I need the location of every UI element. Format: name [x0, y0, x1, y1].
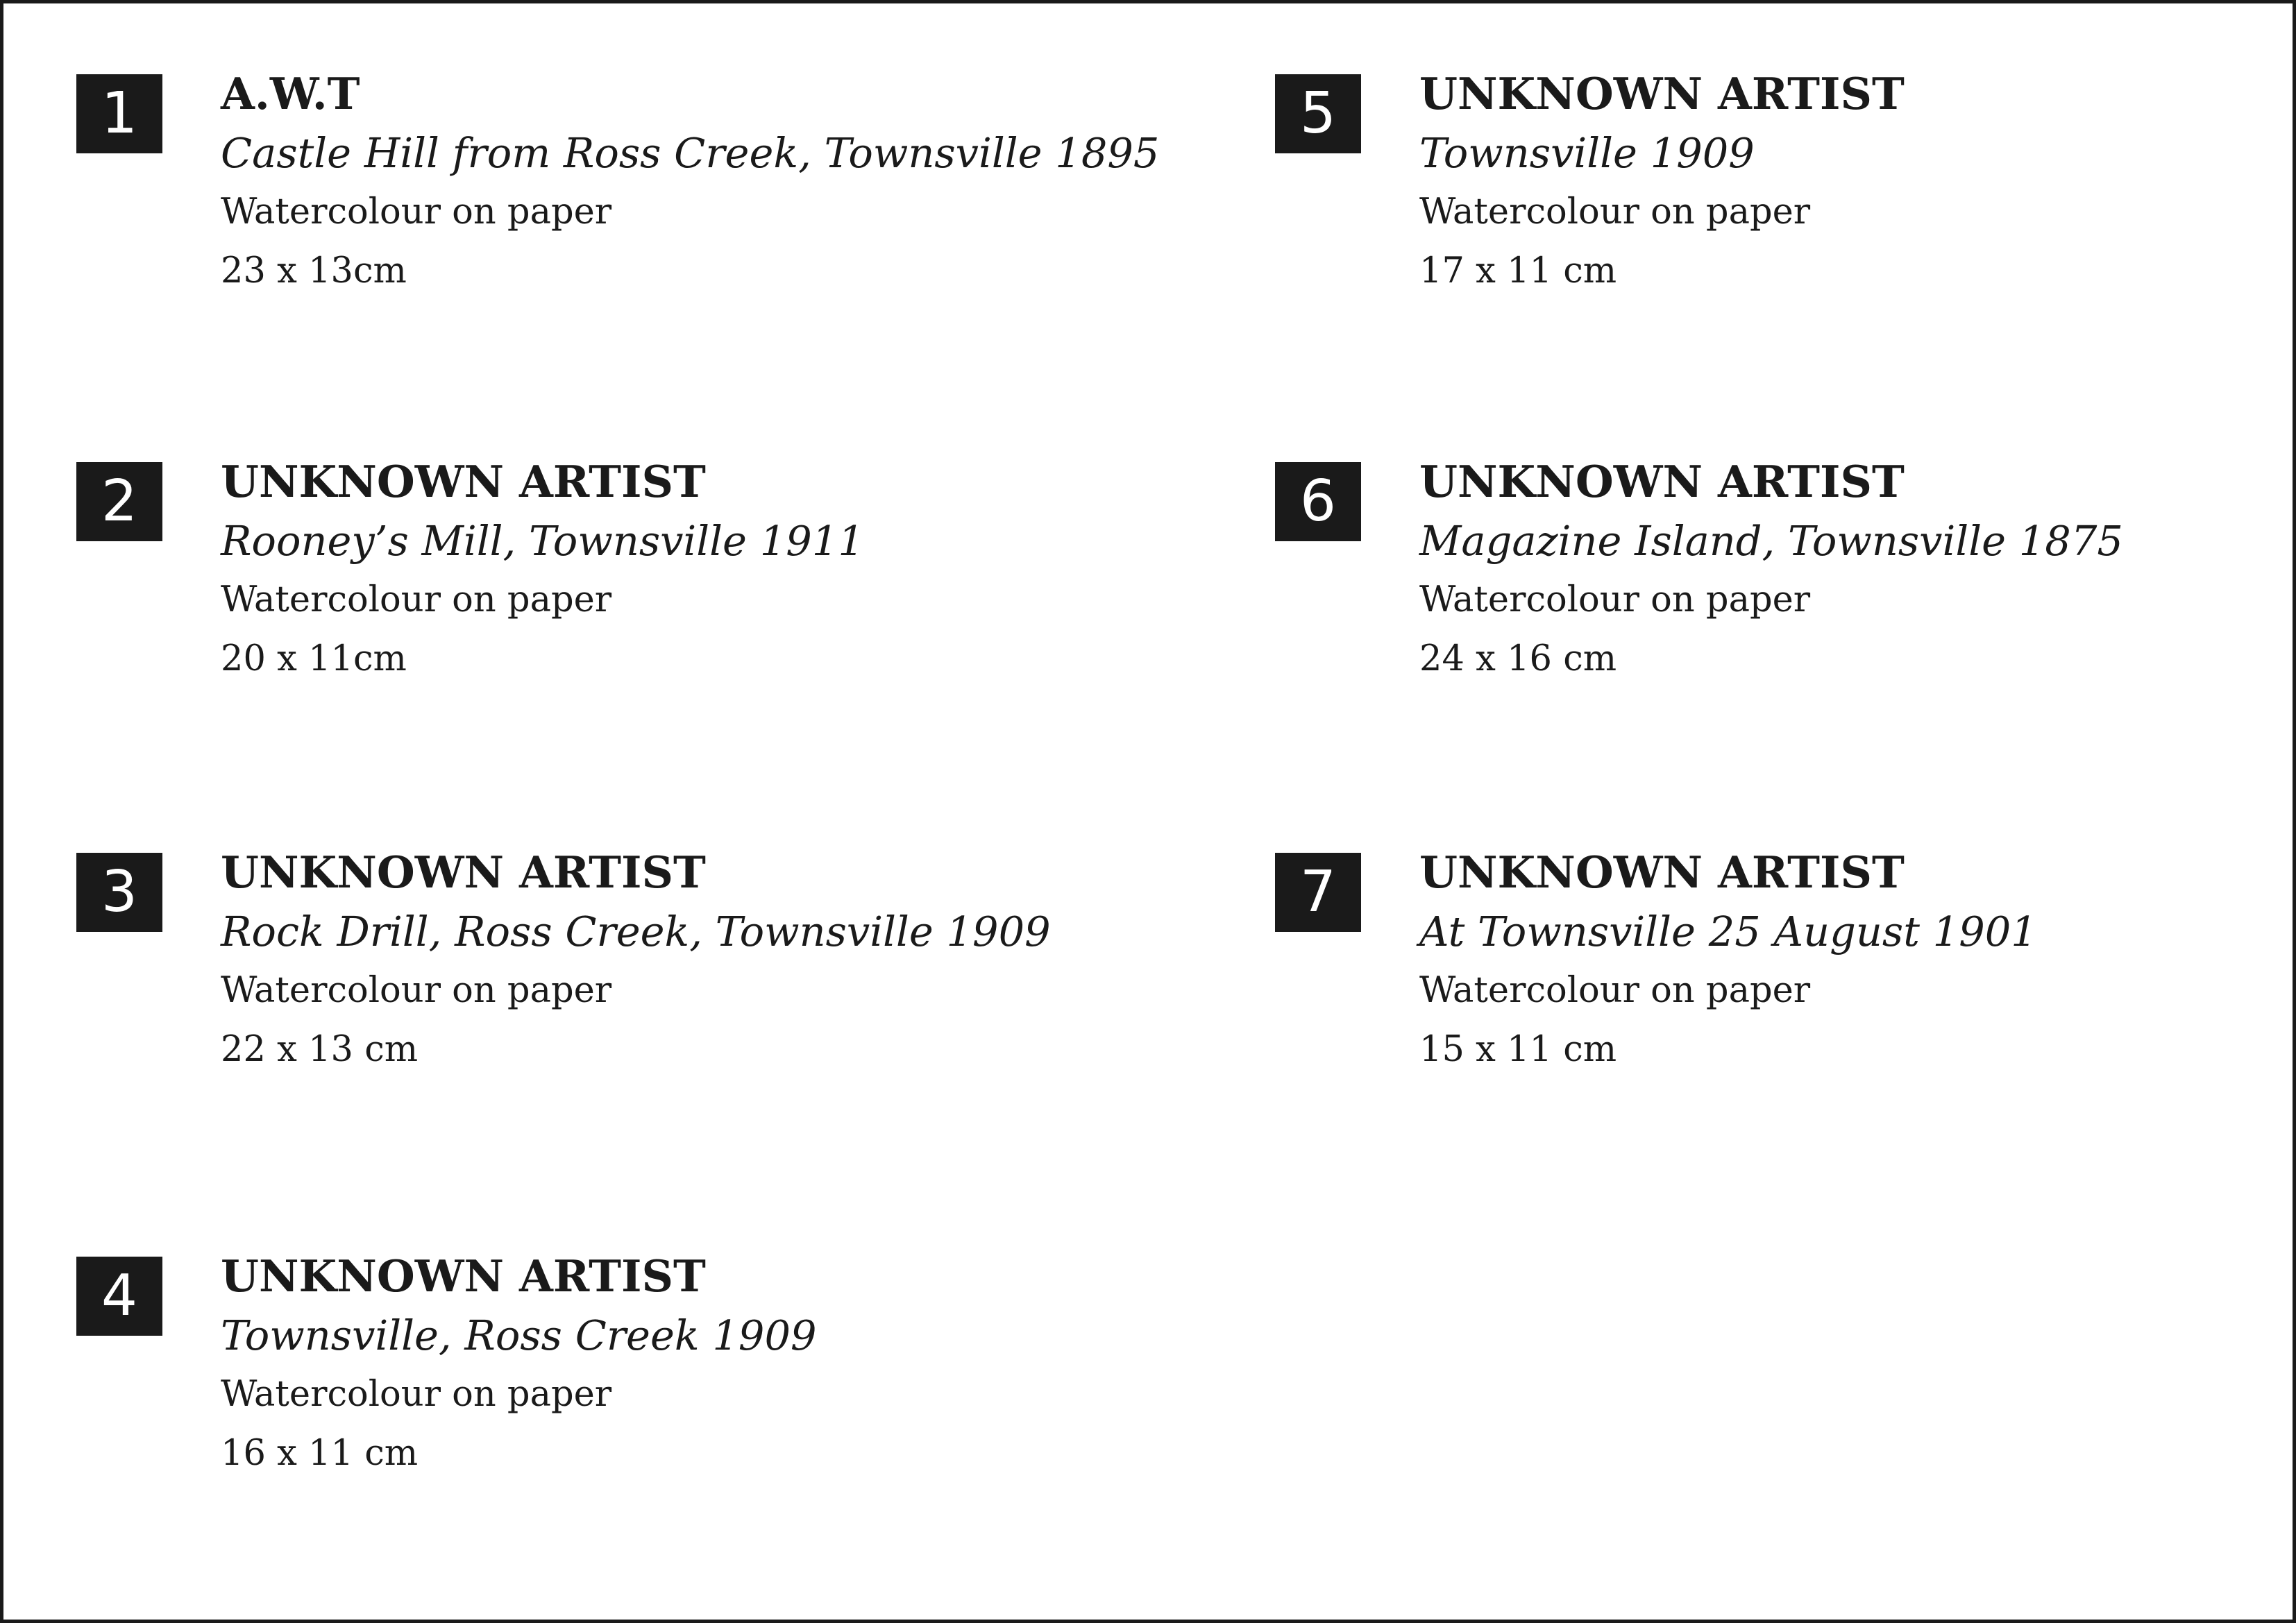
artist-name: UNKNOWN ARTIST: [221, 847, 706, 898]
artwork-medium: Watercolour on paper: [221, 1374, 612, 1415]
artwork-medium: Watercolour on paper: [1419, 970, 1811, 1011]
artwork-medium: Watercolour on paper: [1419, 579, 1811, 620]
artwork-medium: Watercolour on paper: [1419, 192, 1811, 232]
entry-details: [221, 65, 1159, 300]
catalogue-entry-2: [76, 456, 1117, 726]
entry-details: [1419, 843, 2037, 1079]
artwork-dimensions: 23 x 13cm: [221, 250, 407, 291]
artwork-title: Castle Hill from Ross Creek, Townsville 1895: [221, 129, 1160, 177]
entry-number-badge: 1: [76, 74, 162, 153]
catalogue-entry-7: [1275, 847, 2296, 1116]
entry-details: [1419, 452, 2123, 688]
entry-number-badge: 3: [76, 853, 162, 932]
artwork-title: Townsville 1909: [1419, 129, 1755, 177]
entry-number-badge: 2: [76, 462, 162, 541]
artwork-medium: Watercolour on paper: [221, 579, 612, 620]
entry-details: [221, 843, 1051, 1079]
entry-details: [221, 1247, 817, 1483]
entry-details: [1419, 65, 1905, 300]
artwork-title: Townsville, Ross Creek 1909: [221, 1311, 817, 1359]
artwork-dimensions: 20 x 11cm: [221, 638, 407, 679]
catalogue-entry-3: [76, 847, 1117, 1116]
artwork-dimensions: 22 x 13 cm: [221, 1029, 419, 1070]
catalogue-entry-4: [76, 1250, 1117, 1520]
artist-name: UNKNOWN ARTIST: [221, 456, 706, 507]
artwork-title: Rock Drill, Ross Creek, Townsville 1909: [221, 908, 1051, 955]
artwork-medium: Watercolour on paper: [221, 970, 612, 1011]
artist-name: A.W.T: [221, 68, 360, 119]
catalogue-entry-5: [1275, 68, 2296, 338]
artwork-title: At Townsville 25 August 1901: [1419, 908, 2037, 955]
artwork-dimensions: 16 x 11 cm: [221, 1433, 419, 1474]
entry-number-badge: 7: [1275, 853, 1361, 932]
artwork-dimensions: 15 x 11 cm: [1419, 1029, 1617, 1070]
entry-details: [221, 452, 864, 688]
entry-number-badge: 6: [1275, 462, 1361, 541]
artist-name: UNKNOWN ARTIST: [1419, 68, 1905, 119]
artwork-dimensions: 17 x 11 cm: [1419, 250, 1617, 291]
artwork-title: Magazine Island, Townsville 1875: [1419, 517, 2123, 565]
entry-number-badge: 4: [76, 1257, 162, 1336]
artwork-dimensions: 24 x 16 cm: [1419, 638, 1617, 679]
artwork-title: Rooney’s Mill, Townsville 1911: [221, 517, 864, 565]
artist-name: UNKNOWN ARTIST: [1419, 847, 1905, 898]
artwork-medium: Watercolour on paper: [221, 192, 612, 232]
artist-name: UNKNOWN ARTIST: [1419, 456, 1905, 507]
catalogue-entry-6: [1275, 456, 2296, 726]
entry-number-badge: 5: [1275, 74, 1361, 153]
catalogue-entry-1: [76, 68, 1160, 338]
artist-name: UNKNOWN ARTIST: [221, 1250, 706, 1302]
